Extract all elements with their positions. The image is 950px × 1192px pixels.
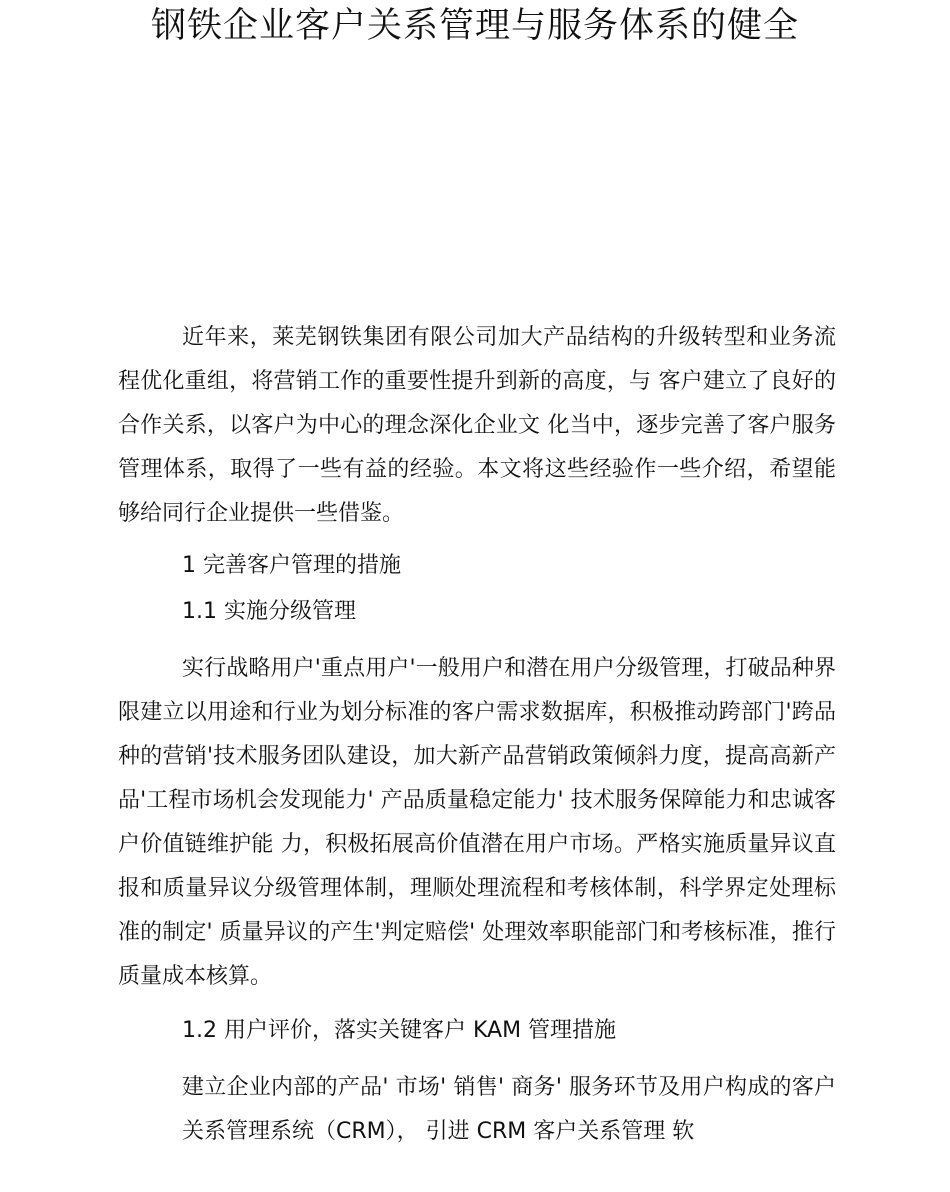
subsection-1-1-paragraph-block [118,647,836,999]
intro-paragraph-block [118,316,836,536]
subsection-1-2-paragraph: 建立企业内部的产品' 市场' 销售' 商务' 服务环节及用户构成的客户关系管理系统（CRM）， 引进 CRM 客户关系管理 软 [182,1075,836,1144]
section-heading-1: 1 完善客户管理的措施 [182,553,401,578]
subsection-heading-1-1: 1.1 实施分级管理 [182,599,356,624]
subsection-1-1-paragraph: 实行战略用户'重点用户'一般用户和潜在用户分级管理，打破品种界限建立以用途和行业为划分标准的客户需求数据库，积极推动跨部门'跨品种的营销'技术服务团队建设，加大新产品营销政策倾斜力度，提高高新产品'工程市场机会发现能力' 产品质量稳定能力' 技术服务保障能力和忠诚客户价值链维护能 力，积极拓展高价值潜在用户市场。严格实施质量异议直报和质量异议分级管理体制，理顺处理流程和考核体制，科学界定处理标准的制定' 质量异议的产生'判定赔偿' 处理效率职能部门和考核标准，推行质量成本核算。 [118,656,836,989]
subsection-1-2-paragraph-block [182,1066,836,1154]
intro-paragraph: 近年来，莱芜钢铁集团有限公司加大产品结构的升级转型和业务流程优化重组，将营销工作的重要性提升到新的高度，与 客户建立了良好的合作关系，以客户为中心的理念深化企业文 化当中，逐步完善了客户服务管理体系，取得了一些有益的经验。本文将这些经验作一些介绍，希望能够给同行企业提供一些借鉴。 [118,325,836,526]
document-title: 钢铁企业客户关系管理与服务体系的健全 [150,6,799,46]
subsection-heading-1-2: 1.2 用户评价，落实关键客户 KAM 管理措施 [182,1018,617,1043]
